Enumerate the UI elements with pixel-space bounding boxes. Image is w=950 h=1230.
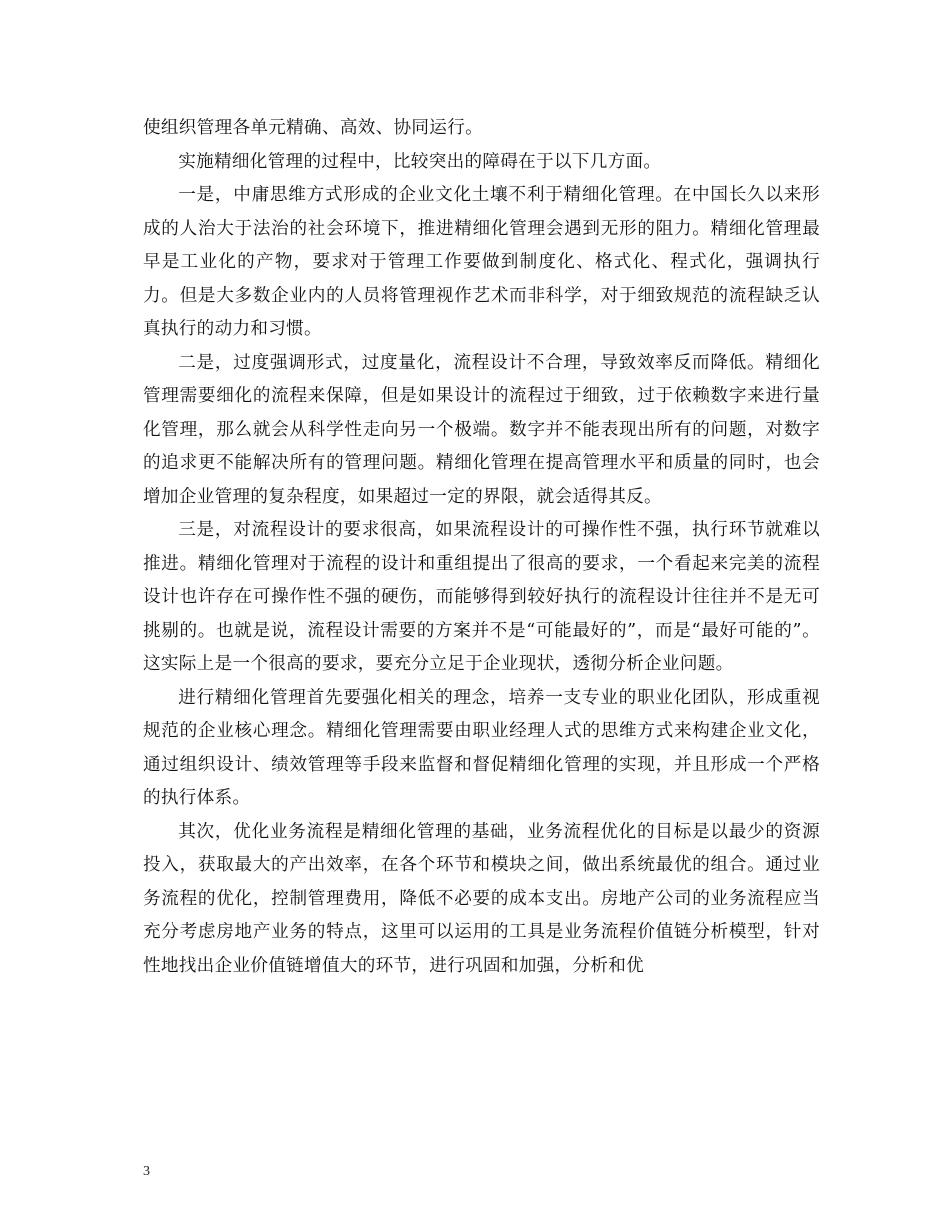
paragraph: 三是，对流程设计的要求很高，如果流程设计的可操作性不强，执行环节就难以推进。精细化管理对于流程的设计和重组提出了很高的要求，一个看起来完美的流程设计也许存在可操作性不强的硬伤，而能够得到较好执行的流程设计往往并不是无可挑剔的。也就是说，流程设计需要的方案并不是“可能最好的”，而是“最好可能的”。这实际上是一个很高的要求，要充分立足于企业现状，透彻分析企业问题。 — [143, 520, 820, 674]
paragraph: 实施精细化管理的过程中，比较突出的障碍在于以下几方面。 — [178, 151, 662, 172]
paragraph: 使组织管理各单元精确、高效、协同运行。 — [143, 118, 483, 138]
paragraph: 一是，中庸思维方式形成的企业文化土壤不利于精细化管理。在中国长久以来形成的人治大于法治的社会环境下，推进精细化管理会遇到无形的阻力。精细化管理最早是工业化的产物，要求对于管理工作要做到制度化、格式化、程式化，强调执行力。但是大多数企业内的人员将管理视作艺术而非科学，对于细致规范的流程缺乏认真执行的动力和习惯。 — [143, 185, 820, 339]
paragraph: 其次，优化业务流程是精细化管理的基础，业务流程优化的目标是以最少的资源投入，获取最大的产出效率，在各个环节和模块之间，做出系统最优的组合。通过业务流程的优化，控制管理费用，降低不必要的成本支出。房地产公司的业务流程应当充分考虑房地产业务的特点，这里可以运用的工具是业务流程价值链分析模型，针对性地找出企业价值链增值大的环节，进行巩固和加强，分析和优 — [143, 821, 820, 976]
body-text — [143, 112, 820, 983]
paragraph: 二是，过度强调形式，过度量化，流程设计不合理，导致效率反而降低。精细化管理需要细化的流程来保障，但是如果设计的流程过于细致，过于依赖数字来进行量化管理，那么就会从科学性走向另一个极端。数字并不能表现出所有的问题，对数字的追求更不能解决所有的管理问题。精细化管理在提高管理水平和质量的同时，也会增加企业管理的复杂程度，如果超过一定的界限，就会适得其反。 — [143, 352, 820, 507]
paragraph: 进行精细化管理首先要强化相关的理念，培养一支专业的职业化团队，形成重视规范的企业核心理念。精细化管理需要由职业经理人式的思维方式来构建企业文化，通过组织设计、绩效管理等手段来监督和督促精细化管理的实现，并且形成一个严格的执行体系。 — [143, 687, 820, 808]
page-number: 3 — [143, 1164, 150, 1179]
